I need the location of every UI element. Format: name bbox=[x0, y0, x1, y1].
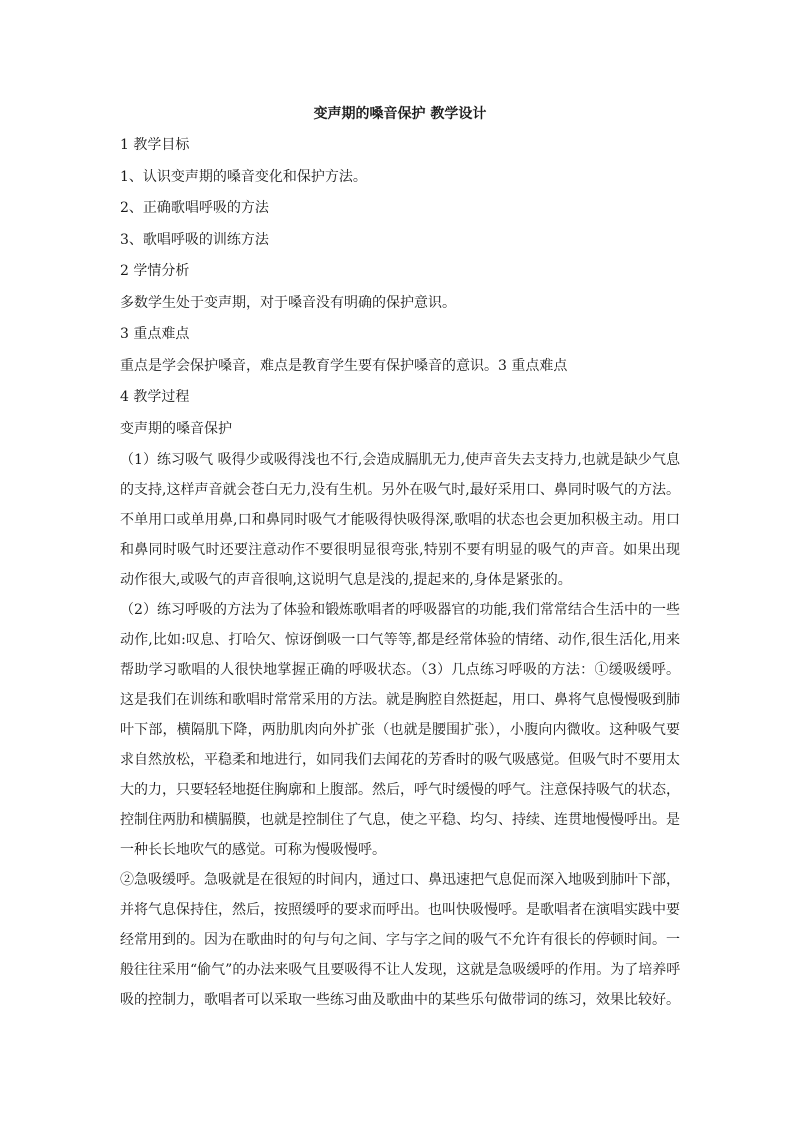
paragraph-breathing-methods bbox=[120, 595, 680, 865]
section-heading-goals: 1 教学目标 bbox=[120, 137, 190, 153]
section-heading-process: 4 教学过程 bbox=[120, 389, 190, 405]
paragraph-line: 吸的控制力，歌唱者可以采取一些练习曲及歌曲中的某些乐句做带词的练习，效果比较好。 bbox=[120, 992, 680, 1008]
section-heading-keypoints: 3 重点难点 bbox=[120, 326, 190, 342]
paragraph-line: 不单用口或单用鼻,口和鼻同时吸气才能吸得快吸得深,歌唱的状态也会更加积极主动。用口 bbox=[120, 512, 680, 528]
paragraph-line: 叶下部，横隔肌下降，两肋肌肉向外扩张（也就是腰围扩张），小腹向内微收。这种吸气要 bbox=[120, 722, 680, 738]
paragraph-quick-inhale bbox=[120, 865, 680, 1015]
paragraph-line: 控制住两肋和横膈膜，也就是控制住了气息，使之平稳、均匀、持续、连贯地慢慢呼出。是 bbox=[120, 812, 680, 828]
paragraph-line: 这是我们在训练和歌唱时常常采用的方法。就是胸腔自然挺起，用口、鼻将气息慢慢吸到肺 bbox=[120, 692, 680, 708]
process-subtitle: 变声期的嗓音保护 bbox=[120, 420, 232, 437]
goal-item-3: 3、歌唱呼吸的训练方法 bbox=[120, 231, 269, 248]
paragraph-line: 动作很大,或吸气的声音很响,这说明气息是浅的,提起来的,身体是紧张的。 bbox=[120, 572, 572, 588]
document-title: 变声期的嗓音保护 教学设计 bbox=[313, 106, 487, 122]
paragraph-line: 和鼻同时吸气时还要注意动作不要很明显很弯张,特别不要有明显的吸气的声音。如果出现 bbox=[120, 542, 680, 558]
paragraph-line: 一种长长地吹气的感觉。可称为慢吸慢呼。 bbox=[120, 842, 386, 858]
paragraph-line: 经常用到的。因为在歌曲时的句与句之间、字与字之间的吸气不允许有很长的停顿时间。一 bbox=[120, 932, 680, 948]
paragraph-line: 求自然放松，平稳柔和地进行，如同我们去闻花的芳香时的吸气吸感觉。但吸气时不要用太 bbox=[120, 752, 680, 768]
section-heading-analysis: 2 学情分析 bbox=[120, 263, 190, 279]
paragraph-line: （1）练习吸气 吸得少或吸得浅也不行,会造成膈肌无力,使声音失去支持力,也就是缺少气息 bbox=[120, 452, 680, 468]
paragraph-line: 的支持,这样声音就会苍白无力,没有生机。另外在吸气时,最好采用口、鼻同时吸气的方法。 bbox=[120, 482, 680, 498]
paragraph-line: 帮助学习歌唱的人很快地掌握正确的呼吸状态。（3）几点练习呼吸的方法：①缓吸缓呼。 bbox=[120, 662, 680, 678]
keypoints-text: 重点是学会保护嗓音，难点是教育学生要有保护嗓音的意识。3 重点难点 bbox=[120, 357, 568, 374]
paragraph-inhale-practice bbox=[120, 445, 680, 595]
goal-item-1: 1、认识变声期的嗓音变化和保护方法。 bbox=[120, 168, 367, 185]
paragraph-line: ②急吸缓呼。急吸就是在很短的时间内，通过口、鼻迅速把气息促而深入地吸到肺叶下部， bbox=[120, 872, 680, 888]
paragraph-line: 动作,比如:叹息、打哈欠、惊讶倒吸一口气等等,都是经常体验的情绪、动作,很生活化,用来 bbox=[120, 632, 680, 648]
paragraph-line: 般往往采用“偷气”的办法来吸气且要吸得不让人发现，这就是急吸缓呼的作用。为了培养呼 bbox=[120, 962, 681, 978]
document-page bbox=[120, 98, 680, 1015]
analysis-text: 多数学生处于变声期，对于嗓音没有明确的保护意识。 bbox=[120, 294, 456, 311]
paragraph-line: 大的力，只要轻轻地挺住胸廓和上腹部。然后，呼气时缓慢的呼气。注意保持吸气的状态， bbox=[120, 782, 680, 798]
goal-item-2: 2、正确歌唱呼吸的方法 bbox=[120, 200, 269, 216]
paragraph-line: 并将气息保持住，然后，按照缓呼的要求而呼出。也叫快吸慢呼。是歌唱者在演唱实践中要 bbox=[120, 902, 680, 918]
paragraph-line: （2）练习呼吸的方法为了体验和锻炼歌唱者的呼吸器官的功能,我们常常结合生活中的一些 bbox=[120, 602, 680, 618]
